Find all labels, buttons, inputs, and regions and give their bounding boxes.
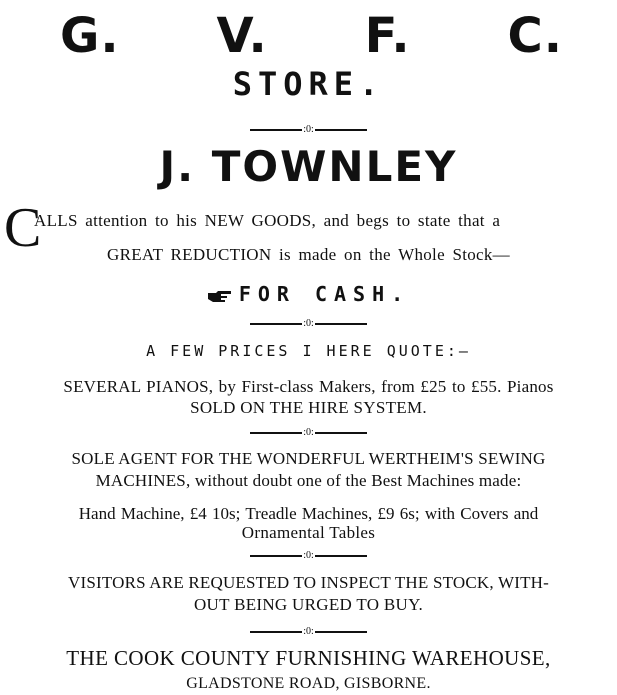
- pianos-line-2: SOLD ON THE HIRE SYSTEM.: [190, 398, 427, 417]
- initial-f: F.: [364, 8, 411, 64]
- divider: [0, 427, 617, 439]
- divider-rule: [250, 631, 302, 633]
- visitors-line-1: VISITORS ARE REQUESTED TO INSPECT THE STOCK, WITH-: [67, 573, 549, 592]
- divider-ornament: :0:: [303, 626, 314, 637]
- machines-line-1: Hand Machine, £4 10s; Treadle Machines, £9 6s; with Covers and: [78, 504, 539, 523]
- footer-line-2: GLADSTONE ROAD, GISBORNE.: [186, 675, 431, 692]
- divider: [0, 550, 617, 562]
- divider-ornament: :0:: [303, 124, 314, 135]
- footer-line-1: THE COOK COUNTY FURNISHING WAREHOUSE,: [66, 646, 551, 670]
- divider: [0, 124, 617, 136]
- merchant-name: J. TOWNLEY: [159, 142, 458, 191]
- divider: [0, 318, 617, 330]
- divider-ornament: :0:: [303, 318, 314, 329]
- divider-rule: [315, 631, 367, 633]
- cash-text: FOR CASH.: [238, 282, 411, 306]
- initial-g: G.: [60, 8, 120, 64]
- visitors-line-2: OUT BEING URGED TO BUY.: [193, 595, 424, 614]
- cash-line: [0, 284, 617, 304]
- divider-rule: [250, 555, 302, 557]
- divider-rule: [250, 323, 302, 325]
- pointing-hand-icon: [207, 289, 233, 303]
- divider: [0, 626, 617, 638]
- quote-heading: A FEW PRICES I HERE QUOTE:—: [146, 342, 471, 360]
- initial-v: V.: [216, 8, 268, 64]
- divider-ornament: :0:: [303, 427, 314, 438]
- divider-rule: [250, 129, 302, 131]
- machines-line-2: Ornamental Tables: [241, 523, 376, 542]
- divider-ornament: :0:: [303, 550, 314, 561]
- store-title: STORE.: [232, 65, 385, 103]
- store-initials: [0, 8, 617, 64]
- divider-rule: [250, 432, 302, 434]
- initial-c: C.: [507, 8, 563, 64]
- divider-rule: [315, 555, 367, 557]
- divider-rule: [315, 432, 367, 434]
- pianos-line-1: SEVERAL PIANOS, by First-class Makers, from £25 to £55. Pianos: [63, 377, 554, 396]
- intro-text-1: ALLS attention to his NEW GOODS, and begs to state that a: [34, 211, 501, 230]
- sewing-line-2: MACHINES, without doubt one of the Best Machines made:: [95, 471, 522, 490]
- drop-cap: C: [4, 197, 42, 259]
- sewing-line-1: SOLE AGENT FOR THE WONDERFUL WERTHEIM'S SEWING: [71, 449, 546, 468]
- divider-rule: [315, 129, 367, 131]
- divider-rule: [315, 323, 367, 325]
- intro-line-2: GREAT REDUCTION is made on the Whole Stock—: [107, 245, 510, 264]
